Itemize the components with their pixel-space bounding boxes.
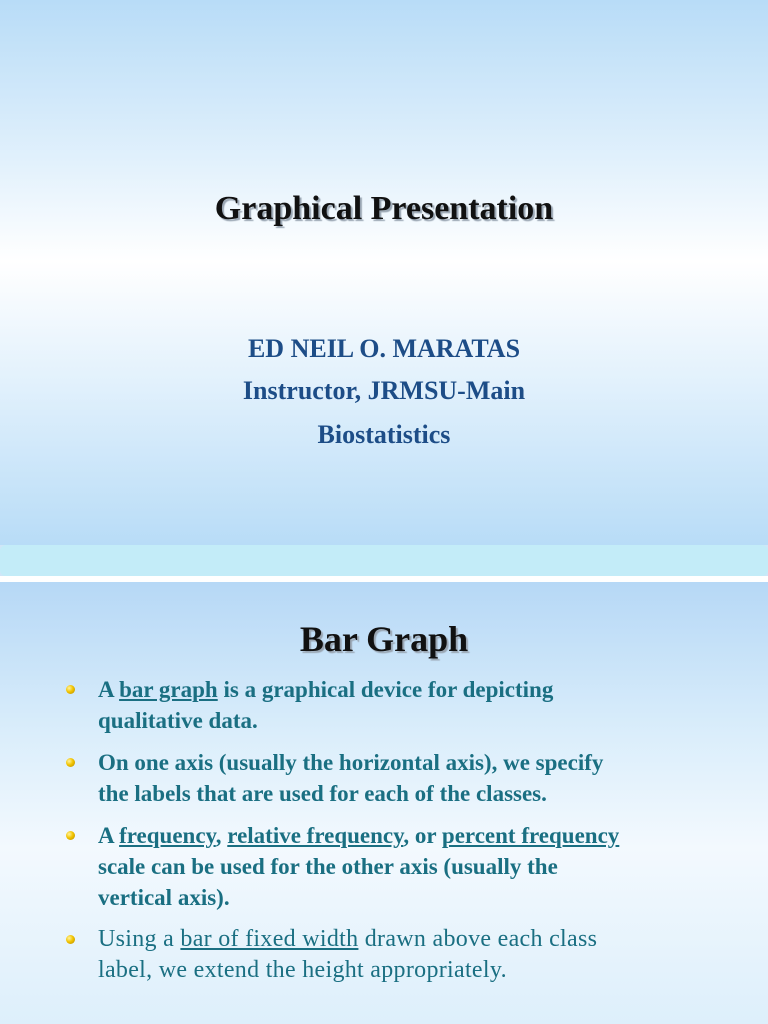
term-link: bar of fixed width <box>180 926 359 952</box>
bullet-text: A <box>98 677 120 702</box>
bullet-item <box>66 924 746 986</box>
slide-title: Bar Graph <box>299 619 469 659</box>
bullet-text: A <box>98 823 120 848</box>
bar-graph-slide <box>0 582 768 1024</box>
course-name: Biostatistics <box>317 420 451 449</box>
term-link: bar graph <box>119 677 218 702</box>
bullet-text: drawn above each class <box>358 926 598 952</box>
bullet-text: label, we extend the height appropriately. <box>98 957 507 983</box>
bullet-text: scale can be used for the other axis (usually the <box>98 854 558 879</box>
author-name: ED NEIL O. MARATAS <box>247 334 521 363</box>
bullet-icon <box>66 758 75 767</box>
bullet-text: , <box>215 823 228 848</box>
bullet-text: , or <box>403 823 442 848</box>
slide-title: Graphical Presentation <box>214 190 554 227</box>
bullet-text: the labels that are used for each of the classes. <box>98 781 547 806</box>
term-link: frequency <box>119 823 216 848</box>
bullet-text: is a graphical device for depicting <box>217 677 554 702</box>
bullet-text: On one axis (usually the horizontal axis), we specify <box>98 750 604 775</box>
bullet-item <box>66 674 746 736</box>
bullet-icon <box>66 831 75 840</box>
author-role: Instructor, JRMSU-Main <box>242 376 526 405</box>
bullet-text: Using a <box>98 926 181 952</box>
bullet-list <box>66 674 746 997</box>
bullet-text: vertical axis). <box>98 885 230 910</box>
bullet-icon <box>66 685 75 694</box>
bullet-item <box>66 747 746 809</box>
bullet-text: qualitative data. <box>98 708 258 733</box>
bullet-item <box>66 820 746 913</box>
bullet-icon <box>66 935 75 944</box>
term-link: relative frequency <box>227 823 404 848</box>
term-link: percent frequency <box>441 823 620 848</box>
slide-divider <box>0 545 768 576</box>
